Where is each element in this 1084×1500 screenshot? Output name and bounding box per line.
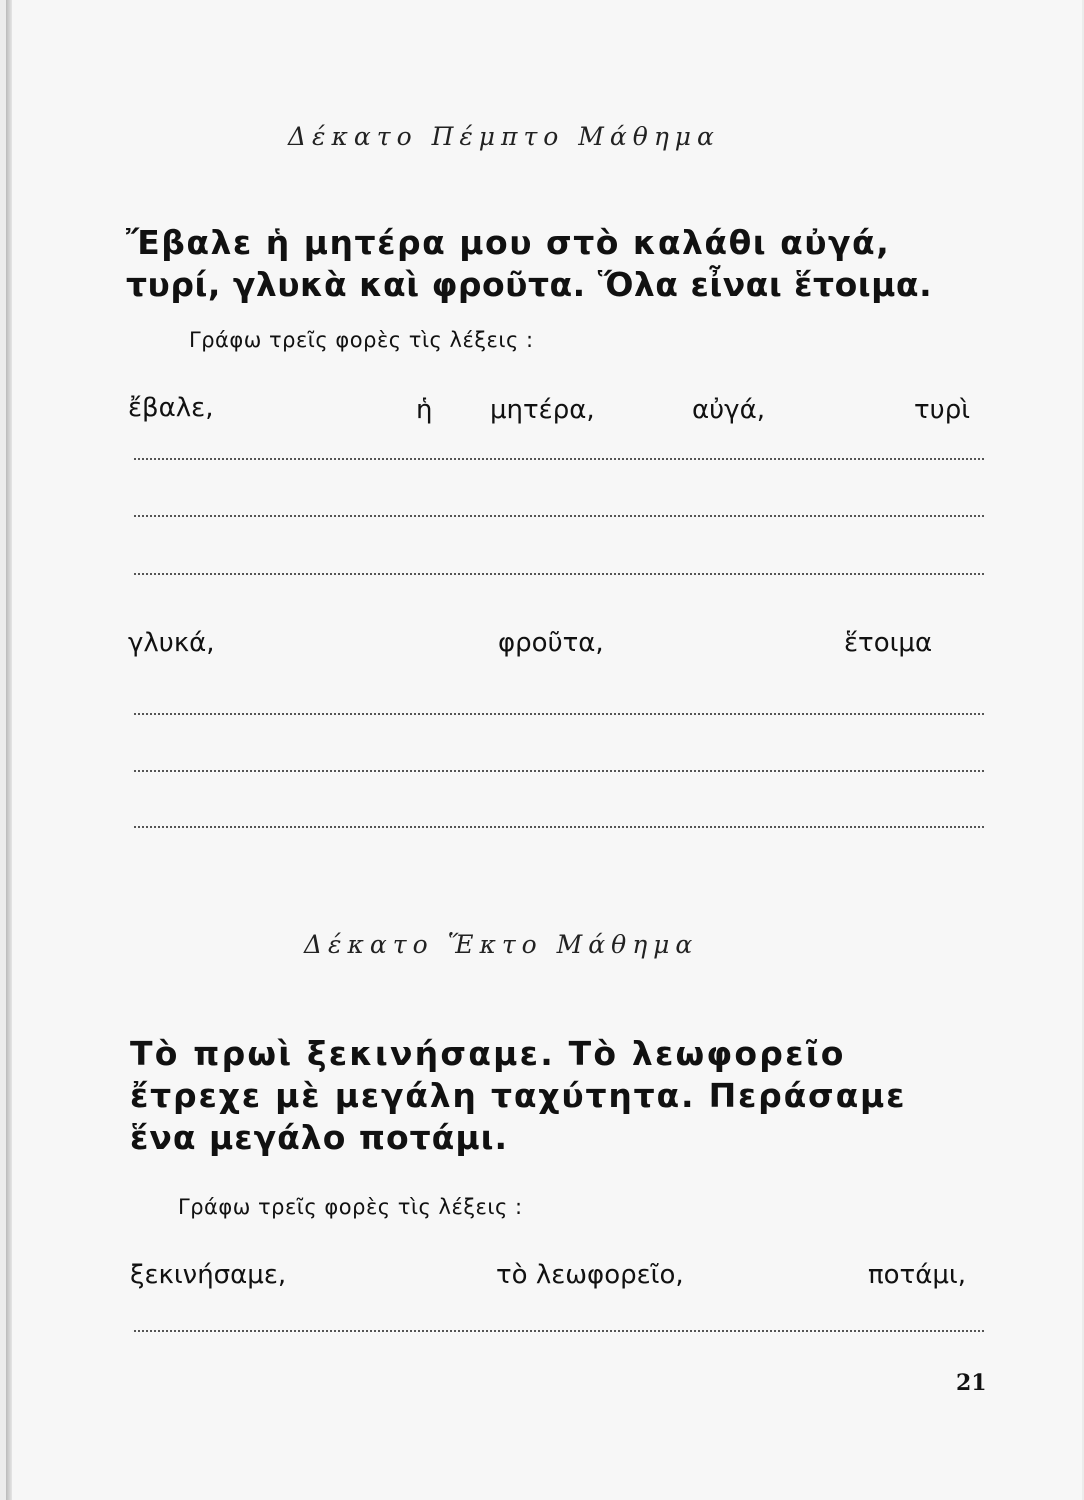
lesson-15-heading: Δέκατο Πέμπτο Μάθημα	[288, 122, 720, 151]
lesson-16-text-line-3: ἕνα μεγάλο ποτάμι.	[130, 1118, 509, 1157]
lesson-16-text-line-1: Τὸ πρωὶ ξεκινήσαμε. Τὸ λεωφορεῖο	[130, 1034, 846, 1073]
lesson-15-instruction: Γράφω τρεῖς φορὲς τὶς λέξεις :	[189, 328, 534, 352]
word-mitera: μητέρα,	[490, 395, 595, 425]
word-leoforeio: τὸ λεωφορεῖο,	[496, 1260, 684, 1290]
writing-line[interactable]	[134, 515, 984, 517]
writing-line[interactable]	[134, 573, 984, 575]
lesson-16-heading: Δέκατο Ἕκτο Μάθημα	[304, 930, 699, 959]
lesson-16-text-line-2: ἔτρεχε μὲ μεγάλη ταχύτητα. Περάσαμε	[130, 1076, 907, 1115]
word-tyri: τυρὶ	[914, 395, 970, 425]
lesson-16-text	[130, 1033, 906, 1159]
writing-line[interactable]	[134, 770, 984, 772]
writing-line[interactable]	[134, 826, 984, 828]
word-i: ἡ	[416, 395, 433, 425]
word-glyka: γλυκά,	[128, 628, 215, 658]
lesson-16-instruction: Γράφω τρεῖς φορὲς τὶς λέξεις :	[178, 1195, 523, 1219]
page-spine-shadow	[6, 0, 12, 1500]
page-number: 21	[956, 1370, 987, 1396]
lesson-15-text	[126, 222, 932, 306]
word-xekinisame: ξεκινήσαμε,	[130, 1260, 287, 1290]
word-avga: αὐγά,	[692, 395, 765, 425]
word-frouta: φροῦτα,	[498, 628, 604, 658]
writing-line[interactable]	[134, 458, 984, 460]
book-page	[6, 0, 1082, 1500]
writing-line[interactable]	[134, 713, 984, 715]
word-etoima: ἕτοιμα	[844, 628, 933, 658]
lesson-15-text-line-1: Ἔβαλε ἡ μητέρα μου στὸ καλάθι αὐγά,	[126, 223, 891, 262]
word-potami: ποτάμι,	[868, 1260, 966, 1290]
writing-line[interactable]	[134, 1330, 984, 1332]
word-ebale: ἔβαλε,	[128, 393, 214, 423]
lesson-15-text-line-2: τυρί, γλυκὰ καὶ φροῦτα. Ὅλα εἶναι ἕτοιμα.	[126, 265, 933, 304]
